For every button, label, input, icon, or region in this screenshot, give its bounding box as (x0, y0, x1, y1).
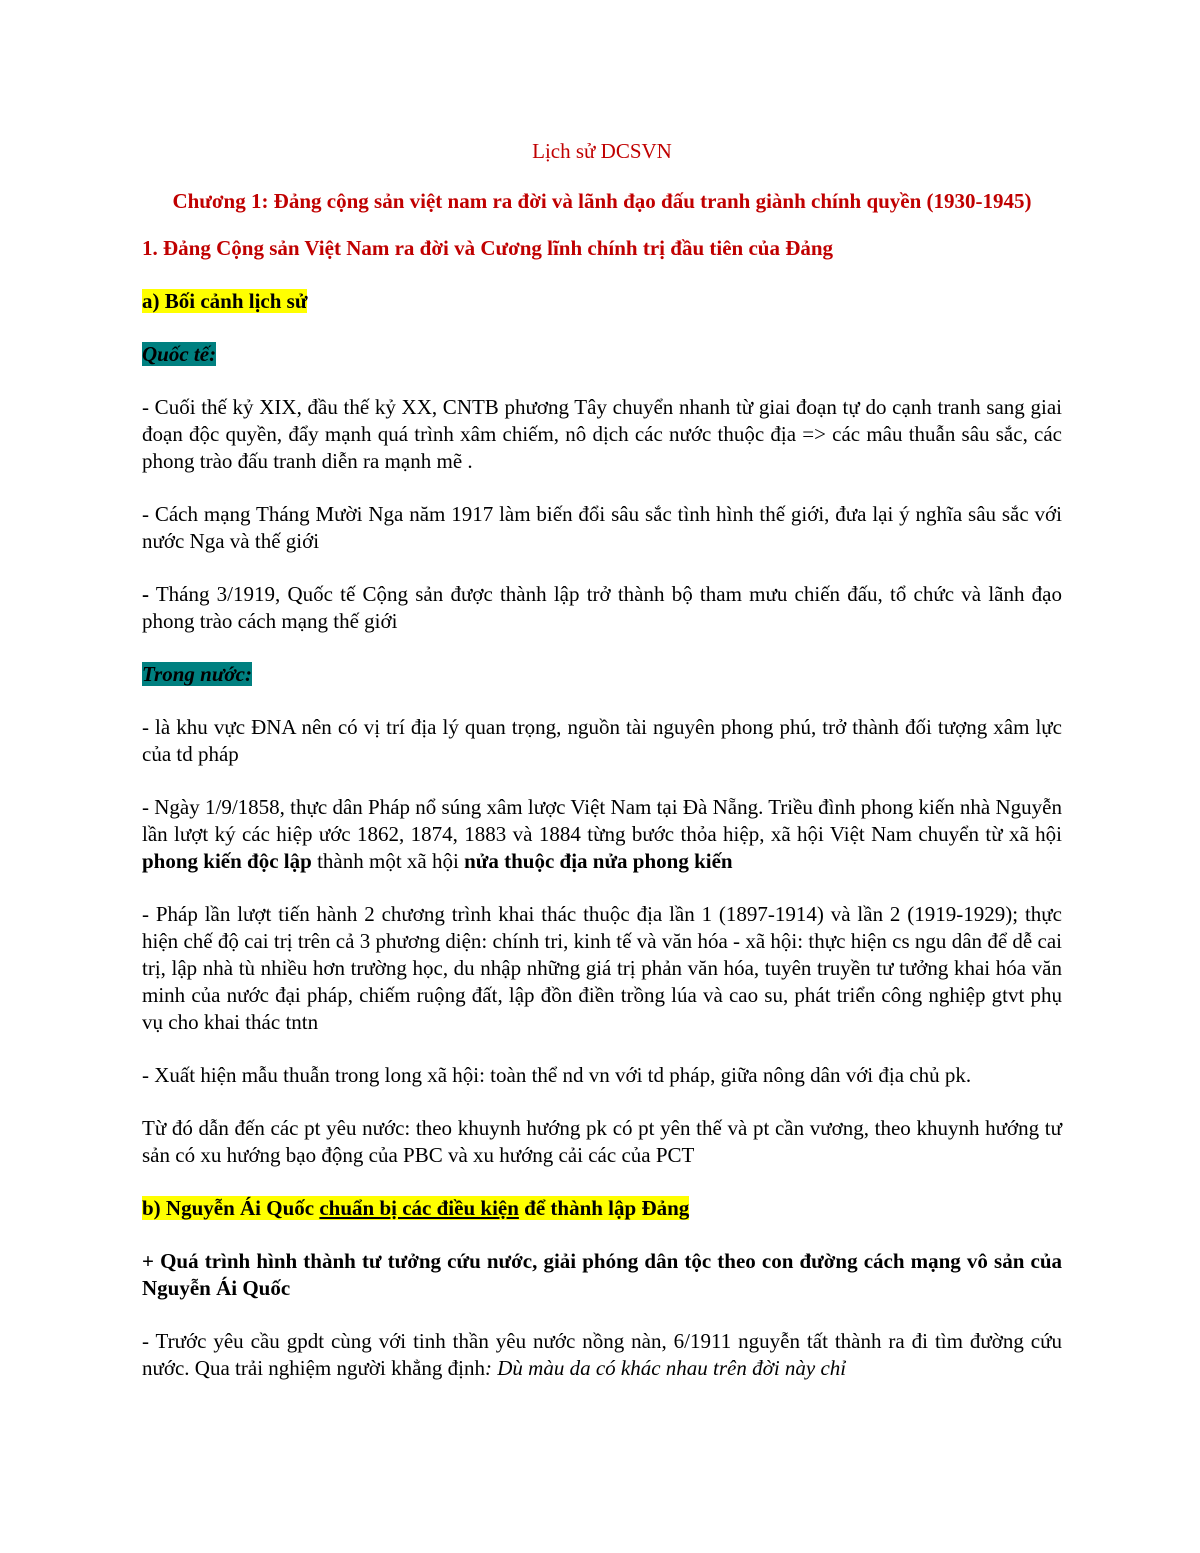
domestic-paragraph-5: Từ đó dẫn đến các pt yêu nước: theo khuynh hướng pk có pt yên thế và pt cần vương, theo khuynh hướng tư sản có xu hướng bạo động của PBC và xu hướng cải các của PCT (142, 1116, 1062, 1167)
label-international: Quốc tế: (142, 342, 217, 366)
intl-paragraph-1: - Cuối thế kỷ XIX, đầu thế kỷ XX, CNTB phương Tây chuyển nhanh từ giai đoạn tự do cạnh tranh sang giai đoạn độc quyền, đẩy mạnh quá trình xâm chiếm, nô dịch các nước thuộc địa => các mâu thuẫn sâu sắc, các phong trào đấu tranh diễn ra mạnh mẽ . (142, 395, 1062, 473)
domestic-paragraph-2-c: thành một xã hội (311, 849, 465, 873)
domestic-paragraph-2-a: - Ngày 1/9/1858, thực dân Pháp nổ súng xâm lược Việt Nam tại Đà Nẵng. Triều đình phong kiến nhà Nguyễn lần lượt ký các hiệp ước 1862, 1874, 1883 và 1884 từng bước thỏa hiệp, xã hội Việt Nam chuyển từ xã hội (142, 795, 1062, 846)
last-paragraph-b: : Dù màu da có khác nhau trên đời này chỉ (485, 1356, 847, 1380)
subsection-b-part-3: để thành lập Đảng (518, 1196, 690, 1220)
intl-paragraph-2: - Cách mạng Tháng Mười Nga năm 1917 làm biến đổi sâu sắc tình hình thế giới, đưa lại ý nghĩa sâu sắc với nước Nga và thế giới (142, 502, 1062, 553)
intl-paragraph-3-text: Tháng 3/1919, Quốc tế Cộng sản được thành lập trở thành bộ tham mưu chiến đấu, tổ chức và lãnh đạo phong trào cách mạng thế giới (142, 582, 1062, 633)
label-domestic: Trong nước: (142, 662, 252, 686)
domestic-paragraph-2-bold-2: nửa thuộc địa nửa phong kiến (464, 849, 733, 873)
domestic-paragraph-3: - Pháp lần lượt tiến hành 2 chương trình khai thác thuộc địa lần 1 (1897-1914) và lần 2 (1919-1929); thực hiện chế độ cai trị trên cả 3 phương diện: chính tri, kinh tế và văn hóa - xã hội: thực hiện cs ngu dân để dễ cai trị, lập nhà tù nhiều hơn trường học, du nhập những giá trị phản văn hóa, tuyên truyền tư tưởng khai hóa văn minh của nước đại pháp, chiếm ruộng đất, lập đồn điền trồng lúa và cao su, phát triển công nghiệp gtvt phụ vụ cho khai thác tntn (142, 902, 1062, 1034)
chapter-heading: Chương 1: Đảng cộng sản việt nam ra đời và lãnh đạo đấu tranh giành chính quyền (1930-1945) (172, 189, 1032, 213)
subsection-b-part-1: b) Nguyễn Ái Quốc (142, 1196, 320, 1220)
plus-heading: + Quá trình hình thành tư tưởng cứu nước, giải phóng dân tộc theo con đường cách mạng vô sản của Nguyễn Ái Quốc (142, 1249, 1062, 1300)
domestic-paragraph-1: - là khu vực ĐNA nên có vị trí địa lý quan trọng, nguồn tài nguyên phong phú, trở thành đối tượng xâm lực của td pháp (142, 715, 1062, 766)
section-1-heading: 1. Đảng Cộng sản Việt Nam ra đời và Cương lĩnh chính trị đầu tiên của Đảng (142, 236, 834, 260)
subsection-b-heading (142, 1196, 689, 1220)
subsection-b-part-2: chuẩn bị các điều kiện (319, 1196, 519, 1220)
domestic-paragraph-4: - Xuất hiện mẫu thuẫn trong long xã hội: toàn thể nd vn với td pháp, giữa nông dân với địa chủ pk. (142, 1063, 972, 1087)
subsection-a-heading: a) Bối cảnh lịch sử (142, 289, 308, 313)
intl-paragraph-3 (142, 581, 1062, 635)
intl-paragraph-3-dash: - (142, 582, 149, 606)
document-page (142, 138, 1062, 1408)
document-title: Lịch sử DCSVN (532, 139, 672, 163)
domestic-paragraph-2 (142, 794, 1062, 875)
domestic-paragraph-2-bold-1: phong kiến độc lập (142, 849, 312, 873)
last-paragraph (142, 1328, 1062, 1382)
last-paragraph-a: - Trước yêu cầu gpdt cùng với tinh thần yêu nước nồng nàn, 6/1911 nguyễn tất thành ra đi tìm đường cứu nước. Qua trải nghiệm người khẳng định (142, 1329, 1062, 1380)
